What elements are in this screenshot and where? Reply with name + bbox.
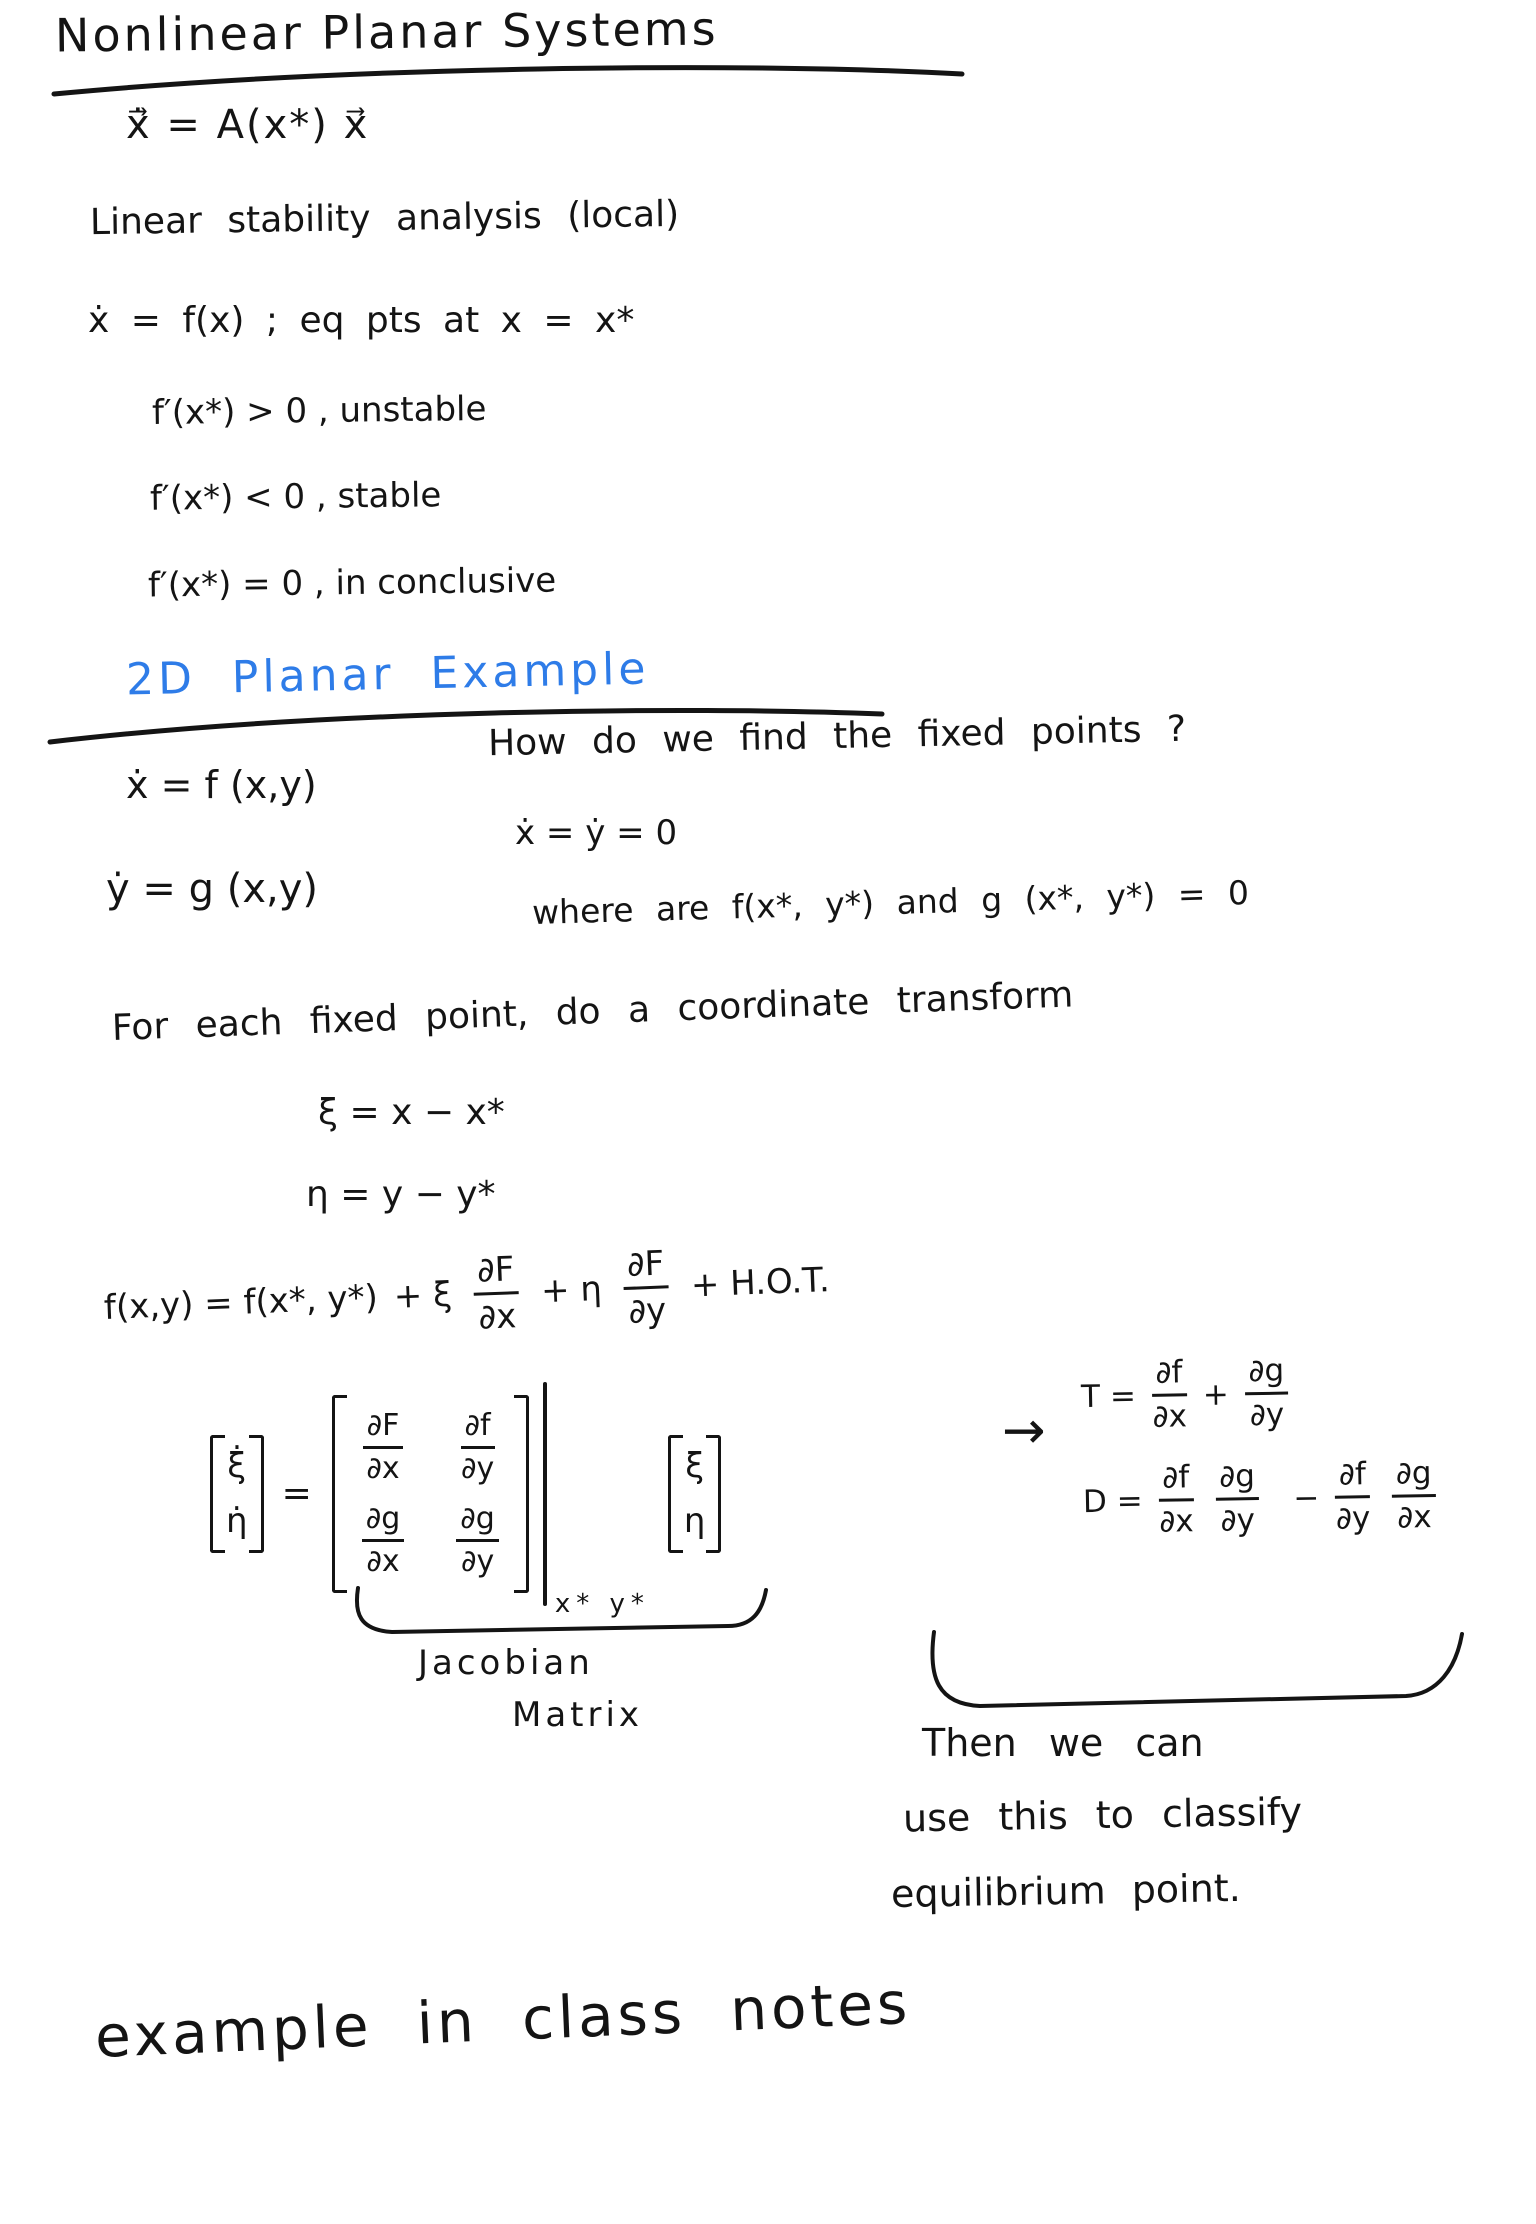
trace-plus: + xyxy=(1202,1376,1230,1413)
xi-eta-dot-vector: ξ̇ η̇ xyxy=(210,1435,264,1553)
taylor-xi-term: + ξ xyxy=(393,1274,453,1317)
xi-eta-vector: ξ η xyxy=(668,1435,722,1553)
evaluation-point-subscript: x* y* xyxy=(554,1589,650,1620)
jacobian-r1c1: $\frac{\partial F}{\partial x}$ xyxy=(362,1411,405,1484)
taylor-dfdx-fraction: $\frac{\partial F}{\partial x}$ xyxy=(472,1252,520,1335)
conclusion-line1: Then we can xyxy=(922,1721,1204,1765)
trace-label: T = xyxy=(1080,1377,1137,1415)
jacobian-r1c2: $\frac{\partial f}{\partial y}$ xyxy=(460,1408,495,1486)
jacobian-underbrace-stroke xyxy=(350,1584,774,1642)
condition-stable: f′(x*) < 0 , stable xyxy=(149,475,442,519)
det-dfdx: $\frac{\partial f}{\partial x}$ xyxy=(1158,1459,1194,1540)
system-equation-x: ẋ = f (x,y) xyxy=(126,763,317,807)
det-dgdx: $\frac{\partial g}{\partial x}$ xyxy=(1392,1458,1437,1534)
section-heading-2d-example: 2D Planar Example xyxy=(125,643,650,706)
system-equation-y: ẏ = g (x,y) xyxy=(106,866,318,912)
eta-definition: η = y − y* xyxy=(306,1174,496,1215)
footer-note: example in class notes xyxy=(93,1968,913,2071)
determinant-equation xyxy=(1082,1455,1442,1540)
taylor-dfdy-fraction: $\frac{\partial F}{\partial y}$ xyxy=(622,1246,670,1329)
fixed-point-condition: ẋ = ẏ = 0 xyxy=(515,813,678,853)
taylor-hot-term: + H.O.T. xyxy=(690,1260,831,1306)
condition-unstable: f′(x*) > 0 , unstable xyxy=(151,388,487,434)
equilibrium-points-line: ẋ = f(x) ; eq pts at x = x* xyxy=(88,300,635,341)
title-underline-stroke xyxy=(48,58,968,102)
taylor-eta-term: + η xyxy=(540,1268,603,1312)
trace-equation xyxy=(1080,1353,1440,1434)
taylor-expansion xyxy=(102,1240,831,1349)
equals-sign: = xyxy=(281,1473,312,1515)
linear-stability-line: Linear stability analysis (local) xyxy=(89,193,680,244)
det-minus: − xyxy=(1292,1479,1320,1516)
jacobian-matrix xyxy=(332,1395,529,1593)
taylor-lhs: f(x,y) = f(x*, y*) xyxy=(103,1277,379,1328)
trace-dgdy: $\frac{\partial g}{\partial y}$ xyxy=(1244,1356,1289,1432)
page-title: Nonlinear Planar Systems xyxy=(54,1,719,63)
vector-system-equation: x⃗̇ = A(x*) x⃗ xyxy=(126,102,370,148)
det-dfdy: $\frac{\partial f}{\partial y}$ xyxy=(1335,1456,1371,1537)
trace-dfdx: $\frac{\partial f}{\partial x}$ xyxy=(1152,1354,1188,1435)
implies-arrow-icon: → xyxy=(1002,1401,1046,1461)
conclusion-line2: use this to classify xyxy=(902,1789,1303,1841)
jacobian-r2c1: $\frac{\partial g}{\partial x}$ xyxy=(362,1504,405,1577)
conclusion-line3: equilibrium point. xyxy=(890,1865,1242,1917)
where-zeros-line: where are f(x*, y*) and g (x*, y*) = 0 xyxy=(531,872,1250,933)
trace-det-underbrace-stroke xyxy=(926,1628,1470,1720)
det-dgdy: $\frac{\partial g}{\partial y}$ xyxy=(1215,1461,1260,1537)
jacobian-label-line2: Matrix xyxy=(512,1695,644,1735)
evaluation-bar xyxy=(543,1382,658,1620)
coordinate-transform-line: For each fixed point, do a coordinate transform xyxy=(111,974,1074,1049)
trace-determinant-block xyxy=(1080,1353,1442,1539)
evaluation-bar-stroke xyxy=(543,1382,547,1606)
linearized-matrix-equation xyxy=(200,1382,731,1620)
jacobian-label-line1: Jacobian xyxy=(418,1643,594,1683)
xi-definition: ξ = x − x* xyxy=(318,1092,505,1133)
fixed-points-question: How do we find the fixed points ? xyxy=(487,708,1187,765)
determinant-label: D = xyxy=(1082,1482,1143,1520)
jacobian-r2c2: $\frac{\partial g}{\partial y}$ xyxy=(456,1504,499,1577)
condition-inconclusive: f′(x*) = 0 , in conclusive xyxy=(147,560,557,606)
